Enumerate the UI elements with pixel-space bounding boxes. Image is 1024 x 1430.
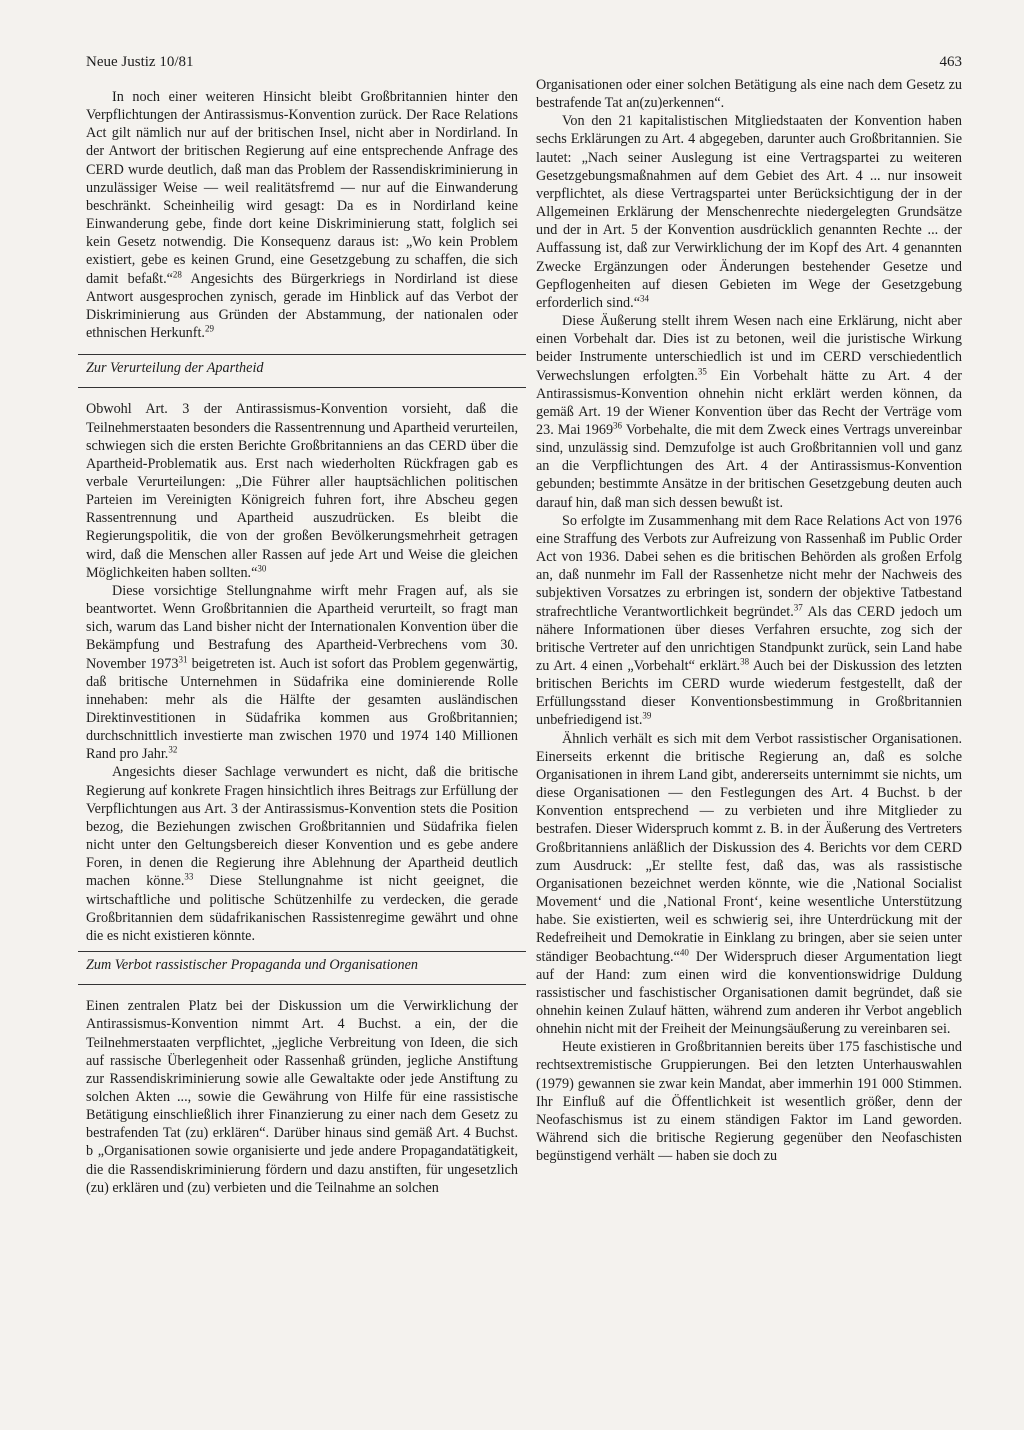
footnote-ref: 36 [613, 420, 623, 431]
journal-issue: Neue Justiz 10/81 [86, 54, 194, 70]
paragraph: Ähnlich verhält es sich mit dem Verbot rassistischer Organisationen. Einerseits erkennt die britische Regierung an, daß es solche Organisationen in ihrem Land gibt, andererseits unternimmt sie nichts, um diese Organisationen — den Festlegungen des Art. 4 Buchst. b der Konvention entsprechend — zu verbieten und ihre Mitglieder zu bestrafen. Dieser Widerspruch kommt z. B. in der Äußerung des Vertreters Großbritanniens anläßlich der Diskussion des 4. Berichts vor dem CERD zum Ausdruck: „Er stellte fest, daß das, was als rassistische Organisationen bezeichnet werden könnte, wie die ‚National Socialist Movement‘ und die ‚National Front‘, keine wesentliche Unterstützung habe. Sie existierten, weil es schwierig sei, ihre Unterdrückung mit der Redefreiheit und Demokratie in Einklang zu bringen, aber sie seien unter ständiger Beobachtung.“$^{40}$ Der Widerspruch dieser Argumentation liegt auf der Hand: zum einen wird die konventionswidrige Duldung rassistischer und faschistischer Organisationen damit begründet, daß sie ohnehin keinen Zulauf hätten, während zum anderen ihr Verbot angeblich ohnehin nicht mit der Freiheit der Meinungsäußerung zu vereinbaren sei. [536, 730, 962, 1038]
footnote-ref: 28 [172, 268, 182, 279]
page-header [86, 54, 962, 76]
section-title: Zum Verbot rassistischer Propaganda und Organisationen [86, 957, 418, 974]
right-column [536, 76, 962, 1165]
footnote-ref: 39 [642, 710, 652, 721]
paragraph: Von den 21 kapitalistischen Mitgliedstaaten der Konvention haben sechs Erklärungen zu Art. 4 abgegeben, darunter auch Großbritannien. Sie lautet: „Nach seiner Auslegung ist eine Vertragspartei zu weiteren Gesetzgebungsmaßnahmen auf dem Gebiet des Art. 4 ... nur insoweit verpflichtet, als diese Vertragspartei unter Berücksichtigung der in der Allgemeinen Erklärung der Menschenrechte niedergelegten Grundsätze und der in Art. 5 der Konvention ausdrücklich genannten Rechte ... der Auffassung ist, daß zur Verwirklichung der im Kopf des Art. 4 genannten Zwecke Ergänzungen oder Änderungen bestehender Gesetze und Gepflogenheiten auf diesen Gebieten im Wege der Gesetzgebung erforderlich sind.“$^{34}$ [536, 113, 962, 311]
section-title: Zur Verurteilung der Apartheid [86, 360, 264, 377]
paragraph: Einen zentralen Platz bei der Diskussion um die Verwirklichung der Antirassismus-Konvention nimmt Art. 4 Buchst. a ein, der die Teilnehmerstaaten verpflichtet, „jegliche Verbreitung von Ideen, die sich auf rassische Überlegenheit oder Rassenhaß gründen, jegliche Anstiftung zur Rassendiskriminierung sowie alle Gewaltakte oder jede Anstiftung zu solchen Akten ..., sowie die Gewährung von Hilfe für eine rassistische Betätigung einschließlich ihrer Finanzierung zu einer nach dem Gesetz zu bestrafenden Tat (zu) erklären“. Darüber hinaus sind gemäß Art. 4 Buchst. b „Organisationen sowie organisierte und jede andere Propagandatätigkeit, die die Rassendiskriminierung fördern und dazu anstiften, für ungesetzlich (zu) erklären und (zu) verbieten und die Teilnahme an solchen [86, 998, 518, 1196]
paragraph: Diese Äußerung stellt ihrem Wesen nach eine Erklärung, nicht aber einen Vorbehalt dar. Dies ist zu betonen, weil die juristische Wirkung beider Instrumente unterschiedlich ist und im CERD verschiedentlich Verwechslungen erfolgten.$^{35}$ Ein Vorbehalt hätte zu Art. 4 der Antirassismus-Konvention ohnehin nicht erklärt werden können, da gemäß Art. 19 der Wiener Konvention über das Recht der Verträge vom 23. Mai 1969$^{36}$ Vorbehalte, die mit dem Zweck eines Vertrags unvereinbar sind, unzulässig sind. Demzufolge ist auch Großbritannien voll und ganz an die Verpflichtungen des Art. 4 der Antirassismus-Konvention gebunden; bestimmte Ansätze in der britischen Gesetzgebung deuten auch darauf hin, daß man sich dessen bewußt ist. [536, 313, 963, 511]
footnote-ref: 29 [204, 323, 214, 334]
footnote-ref: 40 [679, 946, 689, 957]
paragraph: Angesichts dieser Sachlage verwundert es nicht, daß die britische Regierung auf konkrete Fragen hinsichtlich ihres Beitrags zur Erfüllung der Verpflichtungen aus Art. 3 der Antirassismus-Konvention stets die Position bezog, die Beziehungen zwischen Großbritannien und Südafrika fielen nicht unter den Geltungsbereich dieser Konvention und es gebe andere Foren, in denen die Regierung ihre Ablehnung der Apartheid deutlich machen könne.$^{33}$ Diese Stellungnahme ist nicht geeignet, die wirtschaftliche und politische Schützenhilfe zu verdecken, die gerade Großbritannien dem südafrikanischen Rassistenregime gewährt und ohne die es nicht existieren könnte. [86, 764, 518, 944]
paragraph: Obwohl Art. 3 der Antirassismus-Konvention vorsieht, daß die Teilnehmerstaaten besonders die Rassentrennung und Apartheid verurteilen, schwiegen sich die ersten Berichte Großbritanniens an das CERD über die Apartheid-Problematik aus. Erst nach wiederholten Rückfragen gab es verbale Verurteilungen: „Die Führer aller hauptsächlichen politischen Parteien im Vereinigten Königreich fuhren fort, ihre Abscheu gegen Rassentrennung und Apartheid auszudrücken. Es bleibt die Regierungspolitik, die von der großen Bevölkerungsmehrheit getragen wird, daß die Menschen aller Rassen auf jede Art und Weise die gleichen Möglichkeiten haben sollten.“$^{30}$ [86, 401, 518, 581]
footnote-ref: 37 [793, 601, 803, 612]
section-heading-propaganda [78, 951, 526, 985]
paragraph: Heute existieren in Großbritannien bereits über 175 faschistische und rechtsextremistische Gruppierungen. Bei den letzten Unterhauswahlen (1979) gewannen sie zwar kein Mandat, aber immerhin 191 000 Stimmen. Ihr Einfluß auf die Öffentlichkeit ist wesentlich größer, denn der Neofaschismus ist zu einem ständigen Faktor im Land geworden. Während sich die britische Regierung gegenüber den Neofaschisten begünstigend verhält — haben sie doch zu [536, 1039, 962, 1165]
footnote-ref: 33 [184, 871, 194, 882]
footnote-ref: 35 [697, 365, 707, 376]
footnote-ref: 30 [257, 563, 267, 574]
paragraph: So erfolgte im Zusammenhang mit dem Race Relations Act von 1976 eine Straffung des Verbots zur Aufreizung von Rassenhaß im Public Order Act von 1936. Dabei sehen es die britischen Behörden als großen Erfolg an, daß nunmehr im Fall der Rassenhetze nicht mehr der Nachweis des subjektiven Vorsatzes zu erbringen ist, sondern der objektive Tatbestand strafrechtliche Verantwortlichkeit begründet.$^{37}$ Als das CERD jedoch um nähere Informationen über dieses Verfahren ersuchte, zog sich der britische Vertreter auf den unrichtigen Standpunkt zurück, sein Land habe zu Art. 4 einen „Vorbehalt“ erklärt.$^{38}$ Auch bei der Diskussion des letzten britischen Berichts im CERD wurde wiederum festgestellt, daß der Erfüllungsstand dieser Konventionsbestimmung in Großbritannien unbefriedigend ist.$^{39}$ [536, 512, 962, 729]
paragraph: Organisationen oder einer solchen Betätigung als eine nach dem Gesetz zu bestrafende Tat an(zu)erkennen“. [536, 77, 962, 112]
paragraph: In noch einer weiteren Hinsicht bleibt Großbritannien hinter den Verpflichtungen der Antirassismus-Konvention zurück. Der Race Relations Act gilt nämlich nur auf der britischen Insel, nicht aber in Nordirland. In der Antwort der britischen Regierung auf eine entsprechende Anfrage des CERD wurde deutlich, daß man das Problem der Rassendiskriminierung in unzulässiger Weise — weil realitätsfremd — nur auf die Einwanderung beschränkt. Scheinheilig wird gesagt: Da es in Nordirland keine Einwanderung gebe, finde dort keine Diskriminierung statt, folglich sei kein Gesetz notwendig. Die Konsequenz daraus ist: „Wo kein Problem existiert, gebe es keinen Grund, eine Gesetzgebung zu schaffen, die sich damit befaßt.“$^{28}$ Angesichts des Bürgerkriegs in Nordirland ist diese Antwort ausgesprochen zynisch, gerade im Hinblick auf das Verbot der Diskriminierung aus Gründen der Abstammung, der nationalen oder ethnischen Herkunft.$^{29}$ [86, 89, 518, 342]
footnote-ref: 32 [168, 744, 178, 755]
footnote-ref: 31 [178, 653, 188, 664]
footnote-ref: 34 [640, 293, 649, 304]
left-column [86, 88, 518, 1197]
section-heading-apartheid [78, 354, 526, 388]
paragraph: Diese vorsichtige Stellungnahme wirft mehr Fragen auf, als sie beantwortet. Wenn Großbritannien die Apartheid verurteilt, so fragt man sich, warum das Land bisher nicht der Internationalen Konvention über die Bekämpfung und Bestrafung des Apartheid-Verbrechens vom 30. November 1973$^{31}$ beigetreten ist. Auch ist sofort das Problem gegenwärtig, daß britische Unternehmen in Südafrika eine dominierende Rolle innehaben: mehr als die Hälfte der gesamten ausländischen Direktinvestitionen in Südafrika kommen aus Großbritannien; durchschnittlich investierte man zwischen 1970 und 1974 140 Millionen Rand pro Jahr.$^{32}$ [86, 582, 519, 763]
footnote-ref: 38 [740, 656, 750, 667]
page-number: 463 [939, 54, 962, 70]
